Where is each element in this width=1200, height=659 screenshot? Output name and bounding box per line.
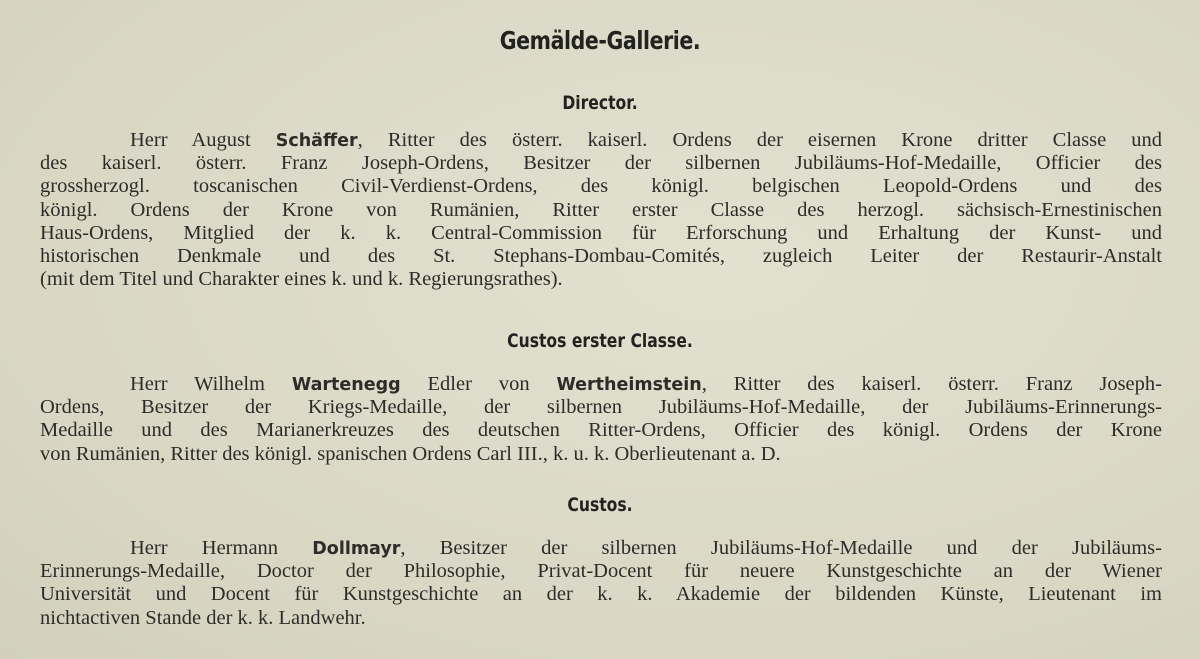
text-line: königl. Ordens der Krone von Rumänien, Ritter erster Classe des herzogl. sächsisch-Ernestinischen <box>40 198 1162 221</box>
person-surname-2: Wertheimstein <box>556 375 702 395</box>
paragraph-custos-erster-classe <box>40 373 1162 466</box>
line-text: , Besitzer der silbernen Jubiläums-Hof-Medaille und der Jubiläums- <box>400 537 1162 559</box>
line-text: , Ritter des österr. kaiserl. Ordens der eisernen Krone dritter Classe und <box>357 129 1162 151</box>
person-middle: Edler von <box>400 373 557 395</box>
paragraph-custos <box>40 537 1162 630</box>
person-surname: Wartenegg <box>291 375 401 395</box>
text-line: historischen Denkmale und des St. Stephans-Dombau-Comités, zugleich Leiter der Restaurir-Anstalt <box>40 244 1162 267</box>
text-line: von Rumänien, Ritter des königl. spanischen Ordens Carl III., k. u. k. Oberlieutenant a. D. <box>40 442 781 465</box>
section-heading-custos: Custos. <box>567 494 633 516</box>
text-line: (mit dem Titel und Charakter eines k. und k. Regierungsrathes). <box>40 268 563 291</box>
page-title: Gemälde-Gallerie. <box>499 26 701 55</box>
text-line: Universität und Docent für Kunstgeschichte an der k. k. Akademie der bildenden Künste, Lieutenant im <box>40 583 1162 606</box>
person-prefix: Herr Hermann <box>130 537 313 559</box>
person-surname: Dollmayr <box>312 539 401 559</box>
text-line: Haus-Ordens, Mitglied der k. k. Central-Commission für Erforschung und Erhaltung der Kunst- und <box>40 221 1162 244</box>
text-line: grossherzogl. toscanischen Civil-Verdienst-Ordens, des königl. belgischen Leopold-Ordens und des <box>40 175 1162 198</box>
text-line: Medaille und des Marianerkreuzes des deutschen Ritter-Ordens, Officier des königl. Ordens der Krone <box>40 419 1162 442</box>
line-text: , Ritter des kaiserl. österr. Franz Joseph- <box>701 373 1162 395</box>
text-line: des kaiserl. österr. Franz Joseph-Ordens, Besitzer der silbernen Jubiläums-Hof-Medaille, Officier des <box>40 152 1162 175</box>
text-line <box>40 129 1162 152</box>
text-line: Erinnerungs-Medaille, Doctor der Philosophie, Privat-Docent für neuere Kunstgeschichte an der Wiener <box>40 560 1162 583</box>
text-line <box>40 373 1162 396</box>
person-surname: Schäffer <box>275 131 358 151</box>
text-line: Ordens, Besitzer der Kriegs-Medaille, der silbernen Jubiläums-Hof-Medaille, der Jubiläums-Erinnerungs- <box>40 396 1162 419</box>
person-prefix: Herr August <box>130 129 276 151</box>
text-line: nichtactiven Stande der k. k. Landwehr. <box>40 606 366 629</box>
text-line <box>40 537 1162 560</box>
section-heading-director: Director. <box>562 92 638 114</box>
person-prefix: Herr Wilhelm <box>130 373 292 395</box>
section-heading-custos-erster-classe: Custos erster Classe. <box>507 330 693 352</box>
paragraph-director <box>40 129 1162 291</box>
